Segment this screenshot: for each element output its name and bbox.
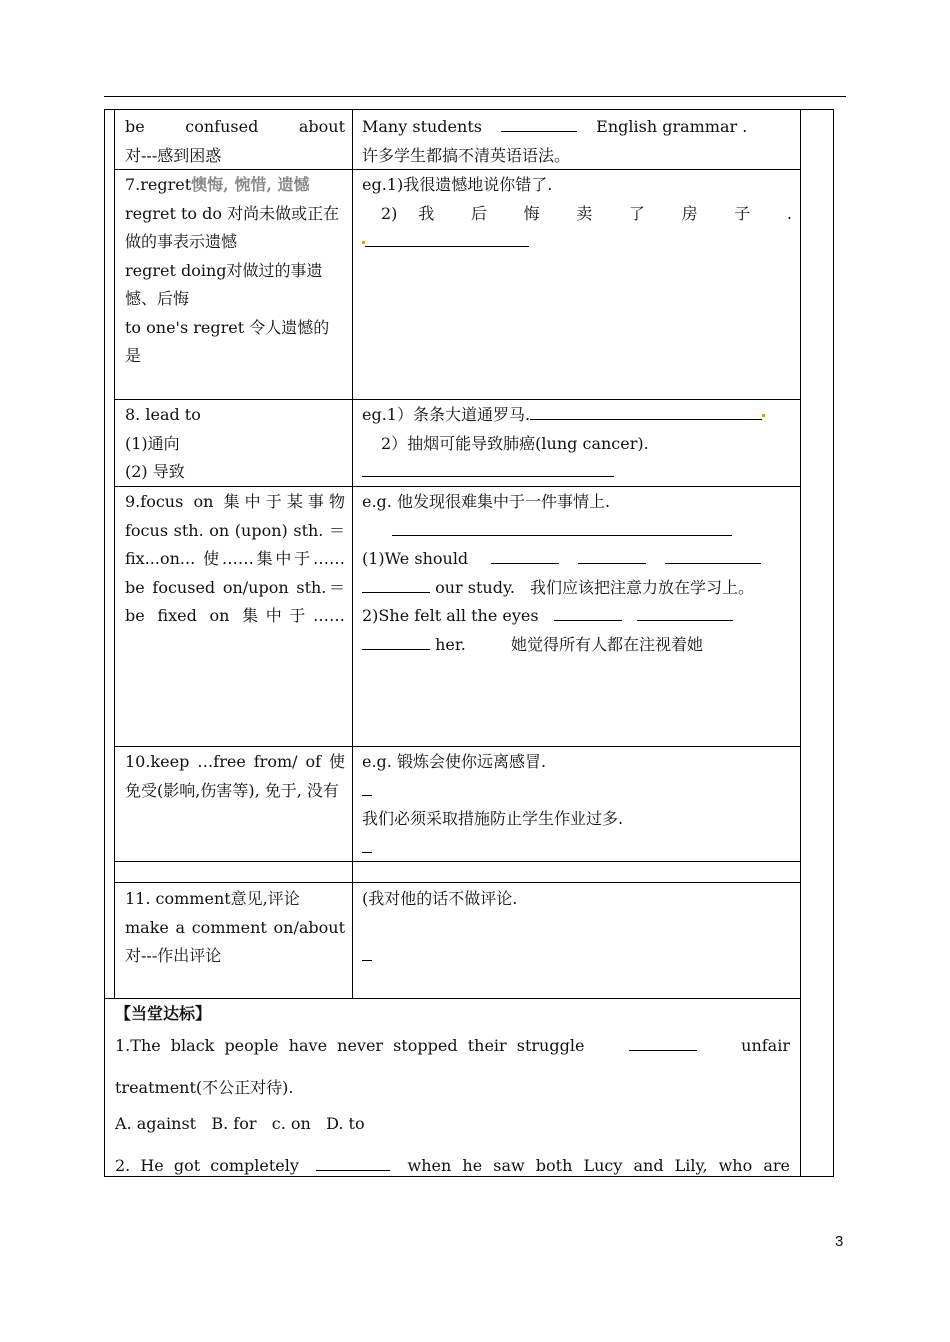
column-divider [800, 109, 801, 1177]
example-text: 2)She felt all the eyes [362, 606, 539, 625]
row6-right [362, 885, 792, 971]
answer-blank[interactable] [365, 228, 529, 247]
phrase: 9.focus on 集中于某事物 [125, 492, 345, 511]
phrase: 8. lead to [125, 405, 201, 424]
example-translation: 许多学生都搞不清英语语法。 [362, 145, 571, 165]
practice-heading: 【当堂达标】 [115, 1004, 212, 1023]
row3-right [362, 401, 792, 487]
mark-dot [762, 414, 765, 417]
example-text: e.g. 锻炼会使你远离感冒. [362, 752, 547, 771]
row5-left [125, 748, 345, 805]
answer-blank[interactable] [316, 1152, 390, 1171]
phrase: 10.keep …free from/ of 使免受(影响,伤害等), 免于, 没有 [125, 752, 345, 800]
column-divider [114, 109, 115, 998]
row-divider [114, 399, 800, 400]
row3-left [125, 401, 345, 487]
question-1-options: A. against B. for c. on D. to [115, 1114, 365, 1133]
answer-blank[interactable] [362, 834, 372, 853]
phrase: 11. comment意见,评论 [125, 889, 300, 908]
example-text: eg.1)我很遗憾地说你错了. [362, 175, 553, 194]
answer-blank[interactable] [392, 517, 732, 536]
row1-left [125, 113, 345, 170]
answer-blank[interactable] [578, 545, 646, 564]
example-text: (我对他的话不做评论. [362, 889, 518, 908]
row-divider [104, 998, 800, 999]
usage-note: to one's regret 令人遗憾的是 [125, 317, 330, 365]
example-text: her. [435, 634, 466, 654]
row6-left [125, 885, 345, 971]
phrase: be confused about [125, 117, 345, 136]
example-text: 我们必须采取措施防止学生作业过多. [362, 809, 624, 828]
question-text: unfair [741, 1036, 790, 1055]
answer-blank[interactable] [362, 631, 430, 650]
answer-blank[interactable] [554, 602, 622, 621]
answer-blank[interactable] [362, 777, 372, 796]
example-text: (1)We should [362, 549, 469, 568]
phrase-meaning: 对---感到困惑 [125, 145, 222, 165]
row2-right [362, 171, 792, 257]
question-text: 2. He got completely [115, 1156, 299, 1175]
example-text: English grammar . [596, 117, 748, 136]
usage-note: regret to do 对尚未做或正在做的事表示遗憾 [125, 203, 340, 251]
usage-note: regret doing对做过的事遗憾、后悔 [125, 260, 323, 308]
page-number: 3 [835, 1233, 844, 1250]
answer-blank[interactable] [637, 602, 733, 621]
usage-note: make a comment on/about对---作出评论 [125, 917, 345, 965]
row5-right [362, 748, 792, 862]
example-text: 2）抽烟可能导致肺癌(lung cancer). [381, 433, 649, 453]
answer-blank[interactable] [530, 401, 762, 420]
example-text: our study. [435, 577, 515, 597]
row-divider [114, 746, 800, 747]
usage-note: be focused on/upon sth.＝be fixed on 集中于…… [125, 577, 345, 625]
usage-note: (1)通向 [125, 433, 180, 453]
example-translation: 她觉得所有人都在注视着她 [510, 634, 703, 654]
example-text: 2) 我 后 悔 卖 了 房 子 . [381, 203, 792, 223]
question-1-cont: treatment(不公正对待). [115, 1078, 294, 1097]
example-text: e.g. 他发现很难集中于一件事情上. [362, 492, 611, 511]
answer-blank[interactable] [362, 942, 372, 961]
row-divider [114, 882, 800, 883]
usage-note: (2) 导致 [125, 462, 185, 481]
usage-note: focus sth. on (upon) sth. ＝fix...on... 使……集中于…… [125, 520, 345, 568]
example-text: eg.1）条条大道通罗马. [362, 405, 531, 424]
answer-blank[interactable] [491, 545, 559, 564]
phrase-meaning: 懊悔, 惋惜, 遗憾 [191, 175, 310, 194]
row2-left [125, 171, 345, 371]
question-text: when he saw both Lucy and Lily, who are [407, 1156, 790, 1175]
phrase: 7.regret [125, 175, 192, 194]
answer-blank[interactable] [629, 1032, 697, 1051]
header-rule [104, 96, 846, 97]
question-1 [115, 1032, 790, 1055]
answer-blank[interactable] [362, 458, 614, 477]
row1-right [362, 113, 792, 170]
answer-blank[interactable] [665, 545, 761, 564]
answer-blank[interactable] [501, 113, 577, 132]
row4-left [125, 488, 345, 631]
question-text: 1.The black people have never stopped their struggle [115, 1036, 585, 1055]
answer-blank[interactable] [362, 574, 430, 593]
column-divider [352, 109, 353, 998]
row4-right [362, 488, 792, 659]
example-text: Many students [362, 117, 482, 136]
example-translation: 我们应该把注意力放在学习上。 [530, 577, 755, 597]
question-2 [115, 1152, 790, 1175]
